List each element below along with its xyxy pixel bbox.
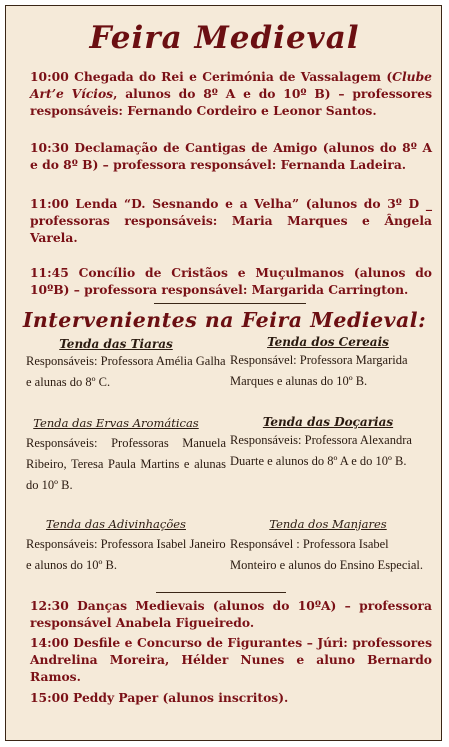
- tenda-adivinhacoes-text: Responsáveis: Professora Isabel Janeiro e alunos do 10º B.: [26, 537, 226, 572]
- tenda-manjares-heading: Tenda dos Manjares: [269, 517, 387, 531]
- program-text: Chegada do Rei e Cerimónia de Vassalagem (: [74, 69, 393, 84]
- tenda-manjares-text: Responsável : Professora Isabel Monteiro e alunos do Ensino Especial.: [230, 537, 424, 572]
- program-time: 14:00: [30, 635, 69, 650]
- tenda-cereais-text: Responsável: Professora Margarida Marques e alunas do 10º B.: [230, 353, 408, 388]
- program-text: Desfile e Concurso de Figurantes – Júri: professores Andrelina Moreira, Hélder Nunes e aluno Bernardo Ramos.: [30, 635, 433, 684]
- tenda-ervas-heading: Tenda das Ervas Aromáticas: [33, 416, 199, 430]
- program-text: Concílio de Cristãos e Muçulmanos (alunos do 10ºB) – professora responsável: Margarida Carrington.: [30, 265, 432, 297]
- divider: [154, 303, 306, 304]
- program-item-1100: [30, 195, 432, 246]
- program-time: 10:30: [30, 140, 69, 155]
- tenda-tiaras-heading: Tenda das Tiaras: [59, 337, 173, 351]
- program-item-1145: [30, 264, 432, 298]
- program-text: Declamação de Cantigas de Amigo (alunos do 8º A e do 8º B) – professora responsável: Fernanda Ladeira.: [30, 140, 432, 172]
- program-time: 15:00: [30, 690, 69, 705]
- tenda-tiaras-text: Responsáveis: Professora Amélia Galha e alunas do 8º C.: [26, 354, 226, 389]
- divider: [156, 592, 286, 593]
- program-italic: Clube Art’e Vícios: [30, 69, 432, 101]
- poster-title: Feira Medieval: [89, 20, 360, 56]
- program-text: Lenda “D. Sesnando e a Velha” (alunos do 3º D _ professoras responsáveis: Maria Marques e Ângela Varela.: [30, 196, 433, 245]
- program-time: 11:45: [30, 265, 69, 280]
- program-item-1230: [30, 597, 432, 631]
- program-time: 12:30: [30, 598, 69, 613]
- program-item-1500: [30, 689, 432, 706]
- section-subtitle: Intervenientes na Feira Medieval:: [22, 308, 427, 332]
- program-text: , alunos do 8º A e do 10º B) – professores responsáveis: Fernando Cordeiro e Leonor Santos.: [30, 86, 432, 118]
- program-time: 11:00: [30, 196, 69, 211]
- program-item-1030: [30, 139, 432, 173]
- tenda-adivinhacoes-heading: Tenda das Adivinhações: [46, 517, 186, 531]
- tenda-docarias-heading: Tenda das Doçarias: [262, 415, 394, 429]
- program-time: 10:00: [30, 69, 69, 84]
- tenda-ervas-text: Responsáveis: Professoras Manuela Ribeiro, Teresa Paula Martins e alunas do 10º B.: [26, 436, 226, 492]
- program-item-1400: [30, 634, 432, 685]
- poster-frame: [5, 5, 442, 741]
- tenda-cereais-heading: Tenda dos Cereais: [267, 335, 389, 349]
- program-item-1000: [30, 68, 432, 119]
- program-text: Peddy Paper (alunos inscritos).: [73, 690, 289, 705]
- tenda-docarias-text: Responsáveis: Professora Alexandra Duarte e alunos do 8º A e do 10º B.: [230, 433, 412, 468]
- program-text: Danças Medievais (alunos do 10ºA) – professora responsável Anabela Figueiredo.: [30, 598, 433, 630]
